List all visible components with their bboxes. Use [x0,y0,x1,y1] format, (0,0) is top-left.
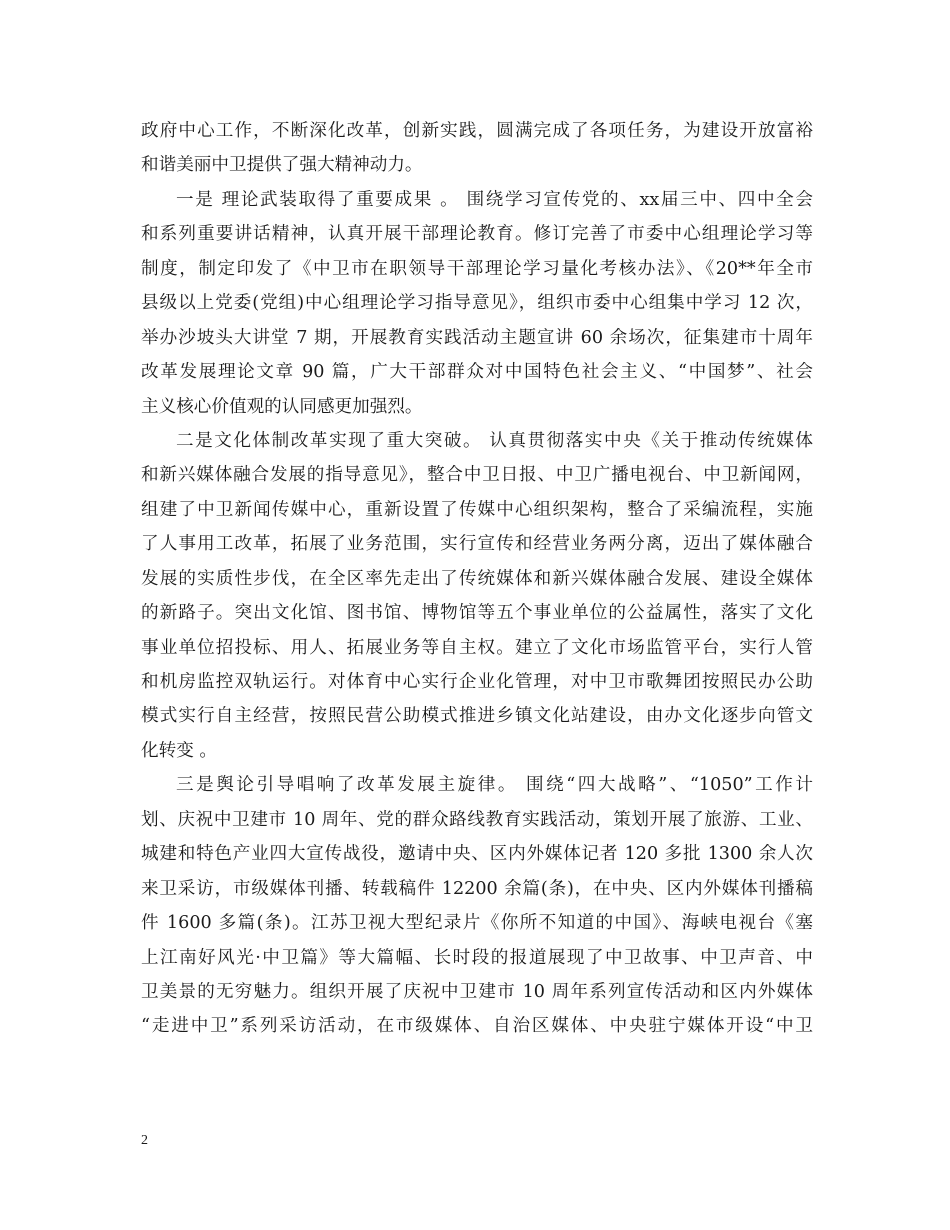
text-line: 三是舆论引导唱响了改革发展主旋律。 围绕“四大战略”、“1050”工作计 [176,775,813,796]
text-line: 主义核心价值观的认同感更加强烈。 [141,396,423,417]
text-line: 发展的实质性步伐，在全区率先走出了传统媒体和新兴媒体融合发展、建设全媒体 [141,568,813,589]
text-line: 模式实行自主经营，按照民营公助模式推进乡镇文化站建设，由办文化逐步向管文 [141,706,813,727]
text-line: 和新兴媒体融合发展的指导意见》，整合中卫日报、中卫广播电视台、中卫新闻网， [141,465,813,486]
body-text [141,114,813,1044]
text-line: 卫美景的无穷魅力。组织开展了庆祝中卫建市 10 周年系列宣传活动和区内外媒体 [141,981,813,1002]
text-line: “走进中卫”系列采访活动，在市级媒体、自治区媒体、中央驻宁媒体开设“中卫 [141,1016,813,1037]
text-line: 一是 理论武装取得了重要成果 。 围绕学习宣传党的、xx届三中、四中全会 [176,189,813,210]
text-line: 改革发展理论文章 90 篇，广大干部群众对中国特色社会主义、“中国梦”、社会 [141,362,813,383]
text-line: 和谐美丽中卫提供了强大精神动力。 [141,155,423,176]
text-line: 政府中心工作，不断深化改革，创新实践，圆满完成了各项任务，为建设开放富裕 [141,121,813,141]
text-line: 制度，制定印发了《中卫市在职领导干部理论学习量化考核办法》、《20**年全市 [141,258,813,279]
text-line: 和系列重要讲话精神，认真开展干部理论教育。修订完善了市委中心组理论学习等 [141,224,813,245]
text-line: 划、庆祝中卫建市 10 周年、党的群众路线教育实践活动，策划开展了旅游、工业、 [141,809,813,830]
text-line: 上江南好风光·中卫篇》等大篇幅、长时段的报道展现了中卫故事、中卫声音、中 [141,947,813,968]
text-line: 二是文化体制改革实现了重大突破。 认真贯彻落实中央《关于推动传统媒体 [176,430,813,451]
text-line: 和机房监控双轨运行。对体育中心实行企业化管理，对中卫市歌舞团按照民办公助 [141,672,813,692]
text-line: 举办沙坡头大讲堂 7 期，开展教育实践活动主题宣讲 60 余场次，征集建市十周年 [141,327,813,348]
text-line: 组建了中卫新闻传媒中心，重新设置了传媒中心组织架构，整合了采编流程，实施 [141,499,813,520]
text-line: 事业单位招投标、用人、拓展业务等自主权。建立了文化市场监管平台，实行人管 [141,637,813,658]
text-line: 的新路子。突出文化馆、图书馆、博物馆等五个事业单位的公益属性，落实了文化 [141,603,813,624]
text-line: 县级以上党委(党组)中心组理论学习指导意见》，组织市委中心组集中学习 12 次， [141,293,813,314]
text-line: 化转变 。 [141,740,217,761]
text-line: 来卫采访，市级媒体刊播、转载稿件 12200 余篇(条)，在中央、区内外媒体刊播稿 [141,878,813,899]
text-line: 件 1600 多篇(条)。江苏卫视大型纪录片《你所不知道的中国》、海峡电视台《塞 [141,913,813,934]
page-number: 2 [141,1133,148,1148]
text-line: 城建和特色产业四大宣传战役，邀请中央、区内外媒体记者 120 多批 1300 余人次 [141,844,813,865]
text-line: 了人事用工改革，拓展了业务范围，实行宣传和经营业务两分离，迈出了媒体融合 [141,534,813,555]
